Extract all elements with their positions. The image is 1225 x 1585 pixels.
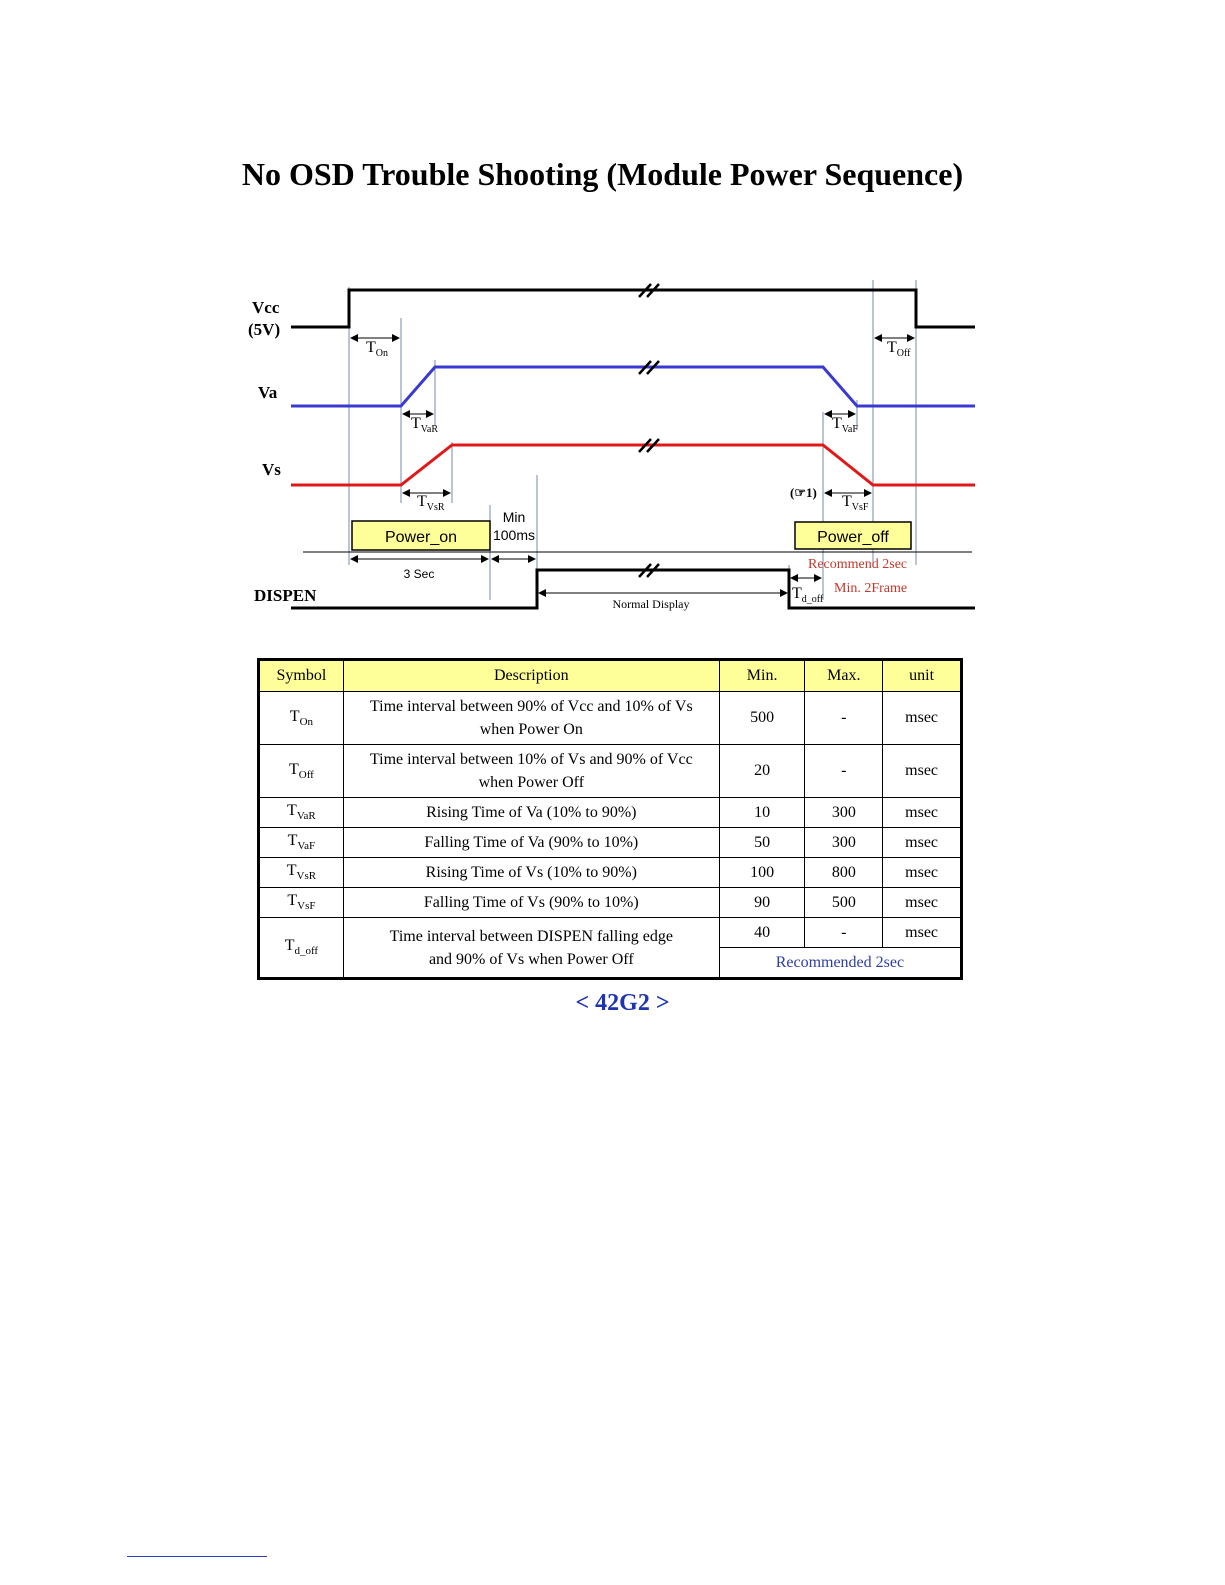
unit-cell: msec	[883, 918, 962, 948]
min-2frame-label: Min. 2Frame	[834, 581, 908, 596]
symbol-cell: $T_{VaF}$	[259, 828, 344, 858]
symbol-cell: $T_{On}$	[259, 692, 344, 745]
t-var-label: $T_{VaR}$	[411, 415, 439, 435]
description-cell: Time interval between 10% of Vs and 90% of Vcc when Power Off	[343, 745, 719, 798]
table-row	[259, 828, 962, 858]
model-label: < 42G2 >	[575, 990, 670, 1016]
min-cell: 10	[719, 798, 805, 828]
max-cell: 500	[805, 888, 883, 918]
normal-display-label: Normal Display	[612, 597, 690, 611]
symbol-cell: $T_{VsF}$	[259, 888, 344, 918]
unit-cell: msec	[883, 858, 962, 888]
min-cell: 40	[719, 918, 805, 948]
dispen-label: DISPEN	[254, 586, 317, 605]
symbol-cell: $T_{VaR}$	[259, 798, 344, 828]
table-header-row	[259, 660, 962, 692]
va-label: Va	[258, 383, 278, 402]
t-vsf-label: $T_{VsF}$	[842, 493, 869, 513]
page-title: No OSD Trouble Shooting (Module Power Sequence)	[241, 156, 964, 192]
symbol-cell: $T_{d\_off}$	[259, 918, 344, 979]
description-cell: Falling Time of Vs (90% to 10%)	[343, 888, 719, 918]
t-on-label: $T_{On}$	[366, 339, 389, 359]
symbol-cell: $T_{Off}$	[259, 745, 344, 798]
vs-waveform	[291, 445, 975, 485]
unit-cell: msec	[883, 828, 962, 858]
vcc-voltage-label: (5V)	[248, 320, 281, 339]
min-cell: 90	[719, 888, 805, 918]
recommended-note-cell: Recommended 2sec	[719, 948, 961, 979]
three-sec-label: 3 Sec	[403, 567, 435, 581]
table-row	[259, 858, 962, 888]
unit-cell: msec	[883, 692, 962, 745]
note-1-label: (☞1)	[790, 485, 817, 500]
description-cell: Rising Time of Vs (10% to 90%)	[343, 858, 719, 888]
max-cell: 800	[805, 858, 883, 888]
vcc-waveform	[291, 290, 975, 327]
power-on-label: Power_on	[384, 529, 458, 546]
t-vaf-label: $T_{VaF}$	[832, 415, 858, 435]
unit-cell: msec	[883, 745, 962, 798]
table-row	[259, 798, 962, 828]
max-cell: -	[805, 918, 883, 948]
max-cell: 300	[805, 798, 883, 828]
header-unit: unit	[883, 660, 962, 692]
description-cell: Falling Time of Va (90% to 10%)	[343, 828, 719, 858]
description-cell: Rising Time of Va (10% to 90%)	[343, 798, 719, 828]
unit-cell: msec	[883, 888, 962, 918]
va-waveform	[291, 367, 975, 406]
min-cell: 50	[719, 828, 805, 858]
max-cell: -	[805, 745, 883, 798]
header-description: Description	[343, 660, 719, 692]
power-sequence-spec-table	[257, 658, 963, 980]
t-vsr-label: $T_{VsR}$	[417, 493, 445, 513]
header-symbol: Symbol	[259, 660, 344, 692]
power-off-label: Power_off	[817, 529, 889, 546]
break-marks	[639, 284, 659, 577]
min-100ms-label: 100ms	[492, 527, 536, 543]
min-cell: 500	[719, 692, 805, 745]
description-cell: Time interval between DISPEN falling edge and 90% of Vs when Power Off	[343, 918, 719, 979]
t-off-label: $T_{Off}$	[887, 339, 911, 359]
header-min: Min.	[719, 660, 805, 692]
t-doff-label: $T_{d\_off}$	[792, 585, 824, 605]
min-cell: 20	[719, 745, 805, 798]
table-row	[259, 692, 962, 745]
vcc-label: Vcc	[252, 298, 280, 317]
max-cell: -	[805, 692, 883, 745]
table-row	[259, 745, 962, 798]
min-label: Min	[502, 509, 526, 525]
symbol-cell: $T_{VsR}$	[259, 858, 344, 888]
unit-cell: msec	[883, 798, 962, 828]
description-cell: Time interval between 90% of Vcc and 10% of Vs when Power On	[343, 692, 719, 745]
header-max: Max.	[805, 660, 883, 692]
table-row	[259, 918, 962, 948]
recommend-2sec-label: Recommend 2sec	[808, 557, 908, 572]
power-sequence-timing-diagram	[0, 0, 1225, 640]
table-row	[259, 888, 962, 918]
min-cell: 100	[719, 858, 805, 888]
max-cell: 300	[805, 828, 883, 858]
vs-label: Vs	[262, 460, 281, 479]
footer-divider	[127, 1556, 267, 1557]
